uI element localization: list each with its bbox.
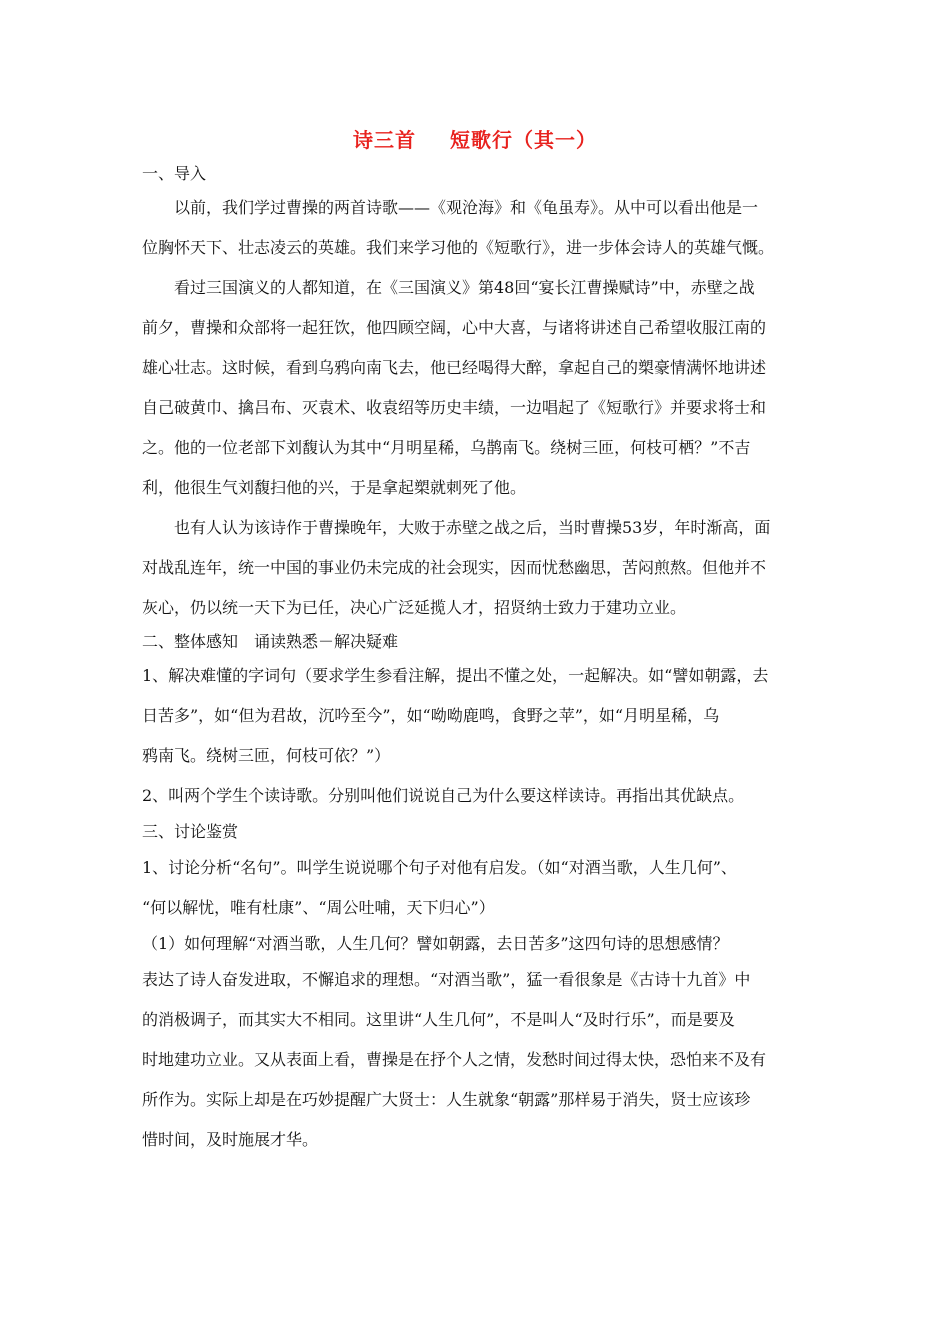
paragraph-line: 自己破黄巾、擒吕布、灭袁术、收袁绍等历史丰绩，一边唱起了《短歌行》并要求将士和 <box>142 398 767 417</box>
paragraph-line: 利，他很生气刘馥扫他的兴，于是拿起槊就刺死了他。 <box>142 478 527 497</box>
paragraph-line: 以前，我们学过曹操的两首诗歌——《观沧海》和《龟虽寿》。从中可以看出他是一 <box>174 198 759 217</box>
discussion-question-1: （1）如何理解“对酒当歌，人生几何？譬如朝露，去日苦多”这四句诗的思想感情？ <box>142 934 729 953</box>
paragraph-line: 灰心，仍以统一天下为已任，决心广泛延揽人才，招贤纳士致力于建功立业。 <box>142 598 687 617</box>
paragraph-line: “何以解忧，唯有杜康”、“周公吐哺，天下归心”） <box>142 898 495 917</box>
document-title <box>0 124 950 153</box>
paragraph-line: 雄心壮志。这时候，看到乌鸦向南飞去，他已经喝得大醉，拿起自己的槊豪情满怀地讲述 <box>142 358 767 377</box>
paragraph-line: 看过三国演义的人都知道，在《三国演义》第48回“宴长江曹操赋诗”中，赤壁之战 <box>174 278 755 297</box>
title-sub: 短歌行（其一） <box>450 128 597 152</box>
paragraph-line: 所作为。实际上却是在巧妙提醒广大贤士：人生就象“朝露”那样易于消失，贤士应该珍 <box>142 1090 751 1109</box>
paragraph-line: 之。他的一位老部下刘馥认为其中“月明星稀，乌鹊南飞。绕树三匝，何枝可栖？”不吉 <box>142 438 751 457</box>
section-heading-overview: 二、整体感知 诵读熟悉－解决疑难 <box>142 632 399 651</box>
paragraph-line: 对战乱连年，统一中国的事业仍未完成的社会现实，因而忧愁幽思，苦闷煎熬。但他并不 <box>142 558 767 577</box>
paragraph-line: 前夕，曹操和众部将一起狂饮，他四顾空阔，心中大喜，与诸将讲述自己希望收服江南的 <box>142 318 767 337</box>
title-main: 诗三首 <box>353 128 416 152</box>
intro-paragraph-3 <box>142 508 808 628</box>
overview-item-2 <box>142 776 808 816</box>
paragraph-line: 日苦多”，如“但为君故，沉吟至今”，如“呦呦鹿鸣，食野之苹”，如“月明星稀，乌 <box>142 706 720 725</box>
intro-paragraph-1 <box>142 188 808 268</box>
section-heading-intro: 一、导入 <box>142 164 207 183</box>
paragraph-line: 2、叫两个学生个读诗歌。分别叫他们说说自己为什么要这样读诗。再指出其优缺点。 <box>142 786 745 805</box>
paragraph-line: 位胸怀天下、壮志凌云的英雄。我们来学习他的《短歌行》，进一步体会诗人的英雄气慨。 <box>142 238 775 257</box>
overview-item-1 <box>142 656 808 776</box>
paragraph-line: 的消极调子，而其实大不相同。这里讲“人生几何”，不是叫人“及时行乐”，而是要及 <box>142 1010 735 1029</box>
paragraph-line: 鸦南飞。绕树三匝，何枝可依？”） <box>142 746 391 765</box>
section-heading-discussion: 三、讨论鉴赏 <box>142 822 239 841</box>
paragraph-line: 表达了诗人奋发进取，不懈追求的理想。“对酒当歌”，猛一看很象是《古诗十九首》中 <box>142 970 751 989</box>
paragraph-line: 惜时间，及时施展才华。 <box>142 1130 319 1149</box>
intro-paragraph-2 <box>142 268 808 508</box>
discussion-answer-1 <box>142 960 808 1160</box>
paragraph-line: 时地建功立业。又从表面上看，曹操是在抒个人之情，发愁时间过得太快，恐怕来不及有 <box>142 1050 767 1069</box>
paragraph-line: 1、解决难懂的字词句（要求学生参看注解，提出不懂之处，一起解决。如“譬如朝露，去 <box>142 666 769 685</box>
paragraph-line: 1、讨论分析“名句”。叫学生说说哪个句子对他有启发。（如“对酒当歌，人生几何”、 <box>142 858 737 877</box>
document-body <box>142 160 808 1160</box>
discussion-item-1 <box>142 848 808 928</box>
paragraph-line: 也有人认为该诗作于曹操晚年，大败于赤壁之战之后，当时曹操53岁，年时渐高，面 <box>174 518 771 537</box>
